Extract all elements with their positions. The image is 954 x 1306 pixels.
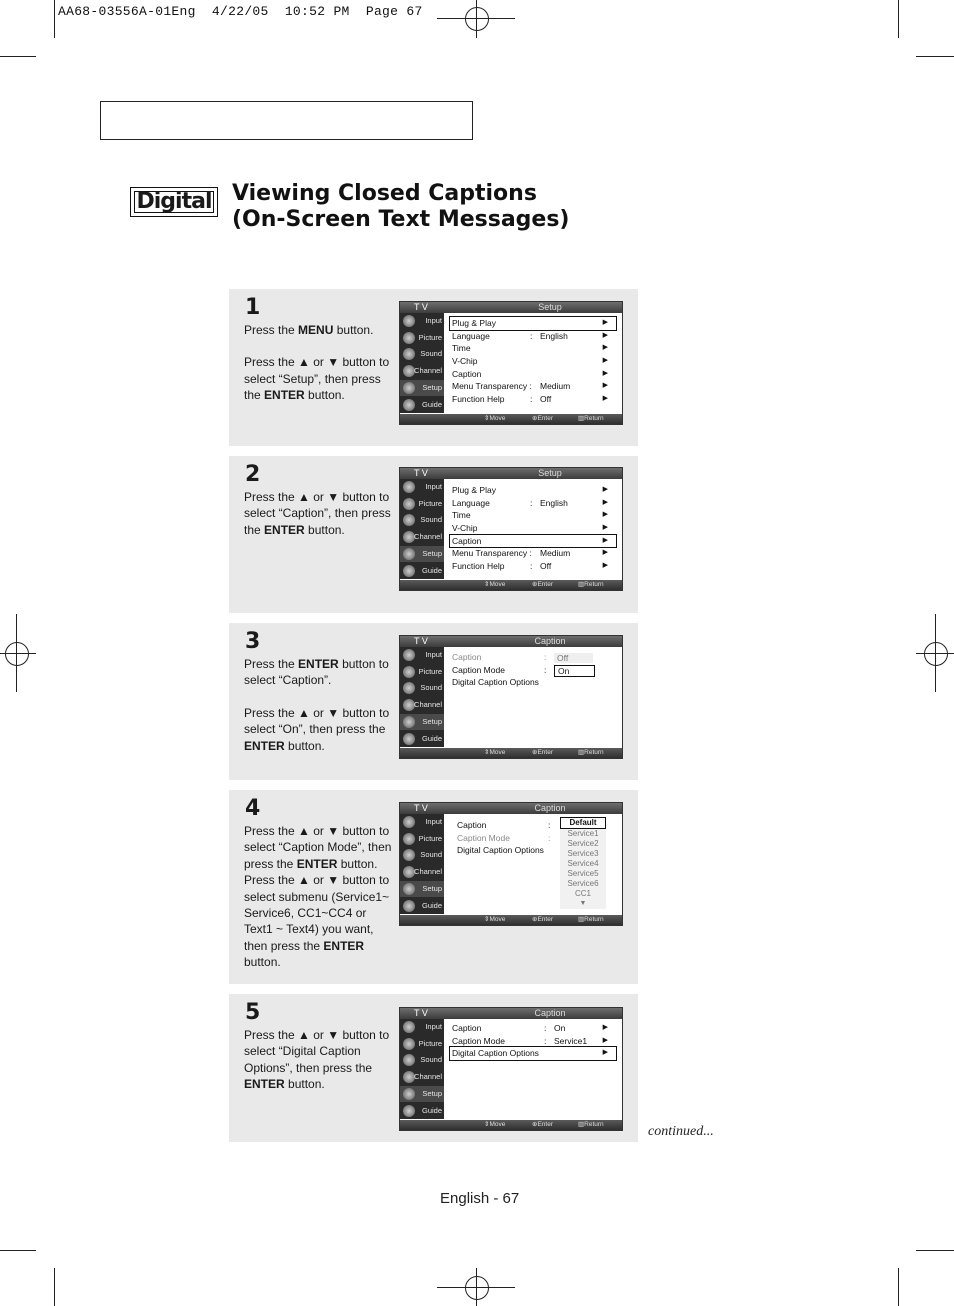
- sidebar-item-label: Picture: [418, 1038, 442, 1048]
- sidebar-item-label: Channel: [414, 1072, 442, 1082]
- sidebar-item-label: Picture: [418, 332, 442, 342]
- sidebar-item-channel[interactable]: [400, 1069, 444, 1085]
- osd-footer: ⇕ Move ⊕ Enter ▥ Return: [400, 748, 622, 758]
- step-instructions: Press the ▲ or ▼ button to select “Digital Caption Options”, then press the ENTER button.: [244, 1028, 390, 1092]
- osd-menu-item[interactable]: Caption Mode : Service1 ▶: [452, 1035, 608, 1046]
- sidebar-item-label: Input: [425, 650, 442, 659]
- input-icon: [403, 649, 415, 661]
- sidebar-item-channel[interactable]: [400, 697, 444, 713]
- sidebar-item-sound[interactable]: [400, 847, 444, 863]
- osd-menu-item[interactable]: Time ▶: [452, 510, 608, 521]
- osd-sidebar: [400, 479, 444, 579]
- sidebar-item-picture[interactable]: [400, 831, 444, 847]
- osd-menu-item[interactable]: Function Help : Off ▶: [452, 561, 608, 572]
- sidebar-item-setup[interactable]: [400, 881, 444, 897]
- sidebar-item-label: Channel: [414, 867, 442, 877]
- setup-icon: [403, 716, 415, 728]
- caption-mode-submenu: [560, 817, 606, 909]
- sidebar-item-setup[interactable]: [400, 546, 444, 562]
- crop-mark: [898, 0, 899, 38]
- picture-icon: [403, 833, 415, 845]
- sidebar-item-label: Setup: [422, 716, 442, 726]
- osd-menu-item[interactable]: Caption :: [452, 652, 547, 662]
- osd-menu-item[interactable]: V-Chip ▶: [452, 356, 608, 367]
- osd-menu-item[interactable]: Caption Mode :: [457, 832, 551, 843]
- osd-sidebar: [400, 814, 444, 914]
- setup-icon: [403, 382, 415, 394]
- osd-menu-item[interactable]: Digital Caption Options: [457, 845, 544, 856]
- tv-osd-screen: T V Setup Input Picture Sound Channel Setup Guide ⇕ Move ⊕ Enter ▥ Return Plug & Play ▶ Language : English ▶ Time ▶ V-Chip ▶ Caption ▶ Menu Transparency : Medium ▶ Function Help : Off ▶: [399, 467, 623, 591]
- osd-menu-item[interactable]: Menu Transparency : Medium ▶: [452, 548, 608, 559]
- crop-mark: [916, 1250, 954, 1251]
- option-on[interactable]: On: [554, 665, 595, 677]
- crop-mark: [898, 1268, 899, 1306]
- sidebar-item-guide[interactable]: [400, 563, 444, 579]
- osd-menu-item[interactable]: Digital Caption Options ▶: [450, 1047, 616, 1060]
- submenu-item[interactable]: Default: [560, 817, 606, 829]
- osd-menu-item[interactable]: Caption : On ▶: [452, 1023, 608, 1033]
- osd-sidebar: [400, 647, 444, 747]
- sidebar-item-setup[interactable]: [400, 380, 444, 396]
- sidebar-item-label: Picture: [418, 666, 442, 676]
- sidebar-item-label: Input: [425, 1022, 442, 1031]
- submenu-item[interactable]: Service5: [560, 869, 606, 879]
- sidebar-item-label: Guide: [421, 565, 442, 575]
- osd-menu-item[interactable]: Plug & Play ▶: [450, 317, 616, 330]
- submenu-item[interactable]: Service3: [560, 849, 606, 859]
- sidebar-item-picture[interactable]: [400, 496, 444, 512]
- step-number: 5: [245, 1000, 261, 1025]
- sidebar-item-label: Sound: [420, 349, 442, 359]
- sidebar-item-label: Setup: [422, 1088, 442, 1098]
- osd-menu-item[interactable]: V-Chip ▶: [452, 523, 608, 534]
- sound-icon: [403, 1054, 415, 1066]
- step-panel-3: [229, 623, 638, 780]
- sound-icon: [403, 348, 415, 360]
- crop-mark: [0, 56, 36, 57]
- sidebar-item-label: Setup: [422, 883, 442, 893]
- step-instructions: Press the MENU button. Press the ▲ or ▼ button to select “Setup”, then press the ENTER button.: [244, 323, 390, 403]
- step-panel-5: [229, 994, 638, 1142]
- continued-note: continued...: [648, 1124, 714, 1139]
- sidebar-item-sound[interactable]: [400, 512, 444, 528]
- step-instructions: Press the ENTER button to select “Caption”. Press the ▲ or ▼ button to select “On”, then press the ENTER button.: [244, 657, 390, 753]
- page-number: English - 67: [440, 1190, 520, 1207]
- osd-menu-item[interactable]: Time ▶: [452, 343, 608, 354]
- osd-menu-item[interactable]: Caption :: [457, 820, 551, 830]
- step-number: 3: [245, 629, 261, 654]
- page-title: Viewing Closed Captions (On-Screen Text Messages): [232, 181, 570, 232]
- setup-icon: [403, 1088, 415, 1100]
- guide-icon: [403, 733, 415, 745]
- tv-osd-screen: T V Caption Input Picture Sound Channel Setup Guide ⇕ Move ⊕ Enter ▥ Return Caption : Caption Mode : Digital Caption Options Default Service1 Service2 Service3 Service4 Service5 Service6 CC1 ▼: [399, 802, 623, 926]
- sidebar-item-input[interactable]: [400, 313, 444, 329]
- guide-icon: [403, 900, 415, 912]
- osd-menu-item[interactable]: Caption ▶: [450, 535, 616, 548]
- sidebar-item-setup[interactable]: [400, 714, 444, 730]
- sidebar-item-label: Setup: [422, 548, 442, 558]
- picture-icon: [403, 332, 415, 344]
- sidebar-item-label: Channel: [414, 700, 442, 710]
- guide-icon: [403, 1105, 415, 1117]
- sidebar-item-input[interactable]: [400, 814, 444, 830]
- step-panel-4: [229, 790, 638, 984]
- sidebar-item-channel[interactable]: [400, 529, 444, 545]
- osd-menu-item[interactable]: Language : English ▶: [452, 330, 608, 341]
- sidebar-item-label: Sound: [420, 850, 442, 860]
- scroll-down-icon[interactable]: ▼: [560, 899, 606, 909]
- guide-icon: [403, 565, 415, 577]
- sidebar-item-input[interactable]: [400, 1019, 444, 1035]
- osd-menu-item[interactable]: Function Help : Off ▶: [452, 394, 608, 405]
- registration-mark-icon: [924, 642, 948, 666]
- sidebar-item-picture[interactable]: [400, 1036, 444, 1052]
- osd-menu-item[interactable]: Caption ▶: [452, 368, 608, 379]
- sidebar-item-label: Picture: [418, 498, 442, 508]
- tv-osd-screen: T V Caption Input Picture Sound Channel Setup Guide ⇕ Move ⊕ Enter ▥ Return Caption : On ▶ Caption Mode : Service1 ▶ Digital Caption Options ▶: [399, 1007, 623, 1131]
- print-header: AA68-03556A-01Eng 4/22/05 10:52 PM Page 67: [58, 4, 423, 19]
- submenu-item[interactable]: Service1: [560, 829, 606, 839]
- sidebar-item-picture[interactable]: [400, 664, 444, 680]
- sidebar-item-label: Input: [425, 482, 442, 491]
- input-icon: [403, 1021, 415, 1033]
- sidebar-item-channel[interactable]: [400, 363, 444, 379]
- step-panel-2: [229, 456, 638, 613]
- sidebar-item-guide[interactable]: [400, 898, 444, 914]
- osd-menu-item[interactable]: Language : English ▶: [452, 497, 608, 508]
- sidebar-item-channel[interactable]: [400, 864, 444, 880]
- guide-icon: [403, 399, 415, 411]
- osd-sidebar: [400, 313, 444, 413]
- osd-menu-item[interactable]: Menu Transparency : Medium ▶: [452, 381, 608, 392]
- step-instructions: Press the ▲ or ▼ button to select “Caption Mode”, then press the ENTER button. Press the ▲ or ▼ button to select submenu (Service1~ Service6, CC1~CC4 or Text1 ~ Text4) you want, then press the ENTER button.: [244, 824, 392, 970]
- option-off[interactable]: Off: [554, 653, 593, 663]
- osd-footer: ⇕ Move ⊕ Enter ▥ Return: [400, 1120, 622, 1130]
- osd-menu-item[interactable]: Plug & Play ▶: [452, 485, 608, 495]
- sidebar-item-label: Guide: [421, 1105, 442, 1115]
- sidebar-item-label: Guide: [421, 900, 442, 910]
- sidebar-item-label: Channel: [414, 366, 442, 376]
- osd-footer: ⇕ Move ⊕ Enter ▥ Return: [400, 915, 622, 925]
- sound-icon: [403, 514, 415, 526]
- sidebar-item-label: Sound: [420, 683, 442, 693]
- tv-osd-screen: T V Setup Input Picture Sound Channel Setup Guide ⇕ Move ⊕ Enter ▥ Return Plug & Play ▶ Language : English ▶ Time ▶ V-Chip ▶ Caption ▶ Menu Transparency : Medium ▶ Function Help : Off ▶: [399, 301, 623, 425]
- step-instructions: Press the ▲ or ▼ button to select “Caption”, then press the ENTER button.: [244, 490, 391, 537]
- setup-icon: [403, 883, 415, 895]
- step-number: 4: [245, 796, 261, 821]
- sidebar-item-label: Setup: [422, 382, 442, 392]
- osd-menu-item[interactable]: Digital Caption Options: [452, 677, 539, 688]
- sound-icon: [403, 849, 415, 861]
- step-panel-1: [229, 289, 638, 446]
- registration-mark-icon: [465, 1276, 489, 1300]
- sidebar-item-sound[interactable]: [400, 346, 444, 362]
- digital-badge: Digital: [130, 187, 218, 217]
- picture-icon: [403, 1038, 415, 1050]
- registration-mark-icon: [465, 7, 489, 31]
- sidebar-item-label: Input: [425, 817, 442, 826]
- sidebar-item-label: Guide: [421, 733, 442, 743]
- header-box: [100, 101, 473, 140]
- crop-mark: [54, 0, 55, 38]
- setup-icon: [403, 548, 415, 560]
- step-number: 2: [245, 462, 261, 487]
- osd-menu-item[interactable]: Caption Mode :: [452, 664, 547, 675]
- crop-mark: [0, 1250, 36, 1251]
- sidebar-item-label: Channel: [414, 532, 442, 542]
- osd-footer: ⇕ Move ⊕ Enter ▥ Return: [400, 580, 622, 590]
- sidebar-item-guide[interactable]: [400, 397, 444, 413]
- submenu-item[interactable]: Service2: [560, 839, 606, 849]
- osd-footer: ⇕ Move ⊕ Enter ▥ Return: [400, 414, 622, 424]
- sidebar-item-label: Picture: [418, 833, 442, 843]
- submenu-item[interactable]: CC1: [560, 889, 606, 899]
- sidebar-item-input[interactable]: [400, 647, 444, 663]
- input-icon: [403, 315, 415, 327]
- sidebar-item-label: Sound: [420, 515, 442, 525]
- sidebar-item-picture[interactable]: [400, 330, 444, 346]
- sidebar-item-input[interactable]: [400, 479, 444, 495]
- sidebar-item-guide[interactable]: [400, 731, 444, 747]
- sidebar-item-sound[interactable]: [400, 1052, 444, 1068]
- submenu-item[interactable]: Service6: [560, 879, 606, 889]
- sidebar-item-setup[interactable]: [400, 1086, 444, 1102]
- sidebar-item-label: Guide: [421, 399, 442, 409]
- osd-sidebar: [400, 1019, 444, 1119]
- picture-icon: [403, 666, 415, 678]
- submenu-item[interactable]: Service4: [560, 859, 606, 869]
- sidebar-item-label: Sound: [420, 1055, 442, 1065]
- registration-mark-icon: [5, 642, 29, 666]
- step-number: 1: [245, 295, 261, 320]
- sidebar-item-guide[interactable]: [400, 1103, 444, 1119]
- tv-osd-screen: T V Caption Input Picture Sound Channel Setup Guide ⇕ Move ⊕ Enter ▥ Return Caption : Caption Mode : Digital Caption Options Off On: [399, 635, 623, 759]
- crop-mark: [916, 56, 954, 57]
- sidebar-item-label: Input: [425, 316, 442, 325]
- crop-mark: [54, 1268, 55, 1306]
- input-icon: [403, 816, 415, 828]
- sidebar-item-sound[interactable]: [400, 680, 444, 696]
- sound-icon: [403, 682, 415, 694]
- input-icon: [403, 481, 415, 493]
- picture-icon: [403, 498, 415, 510]
